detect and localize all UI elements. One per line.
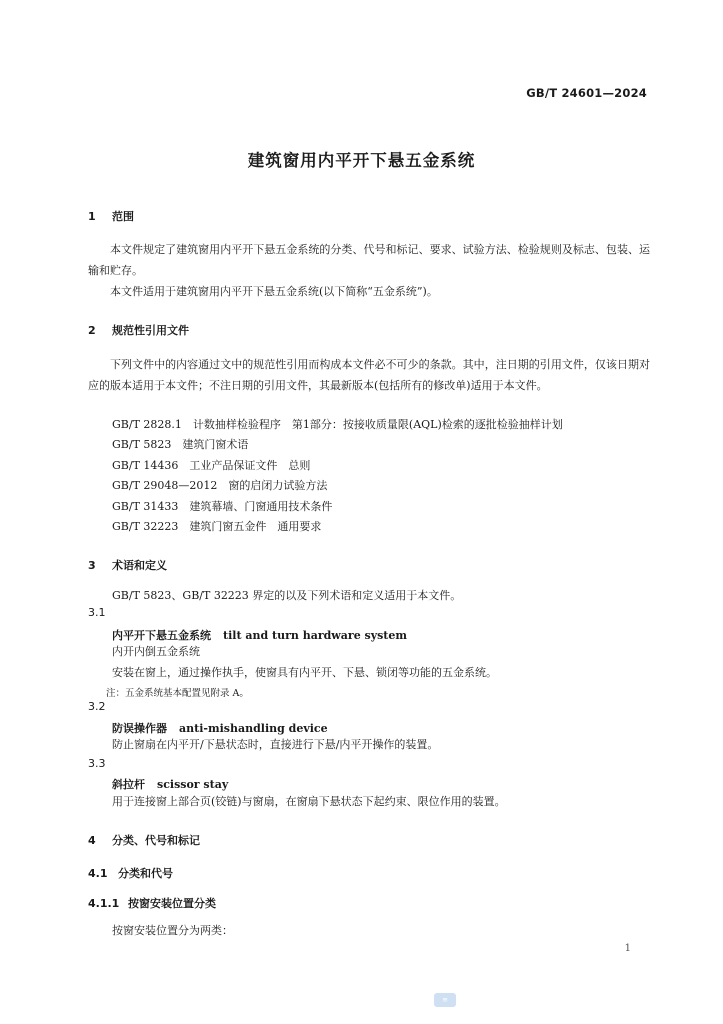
term-name-zh: 斜拉杆 bbox=[112, 778, 145, 791]
reference-item: GB/T 31433 建筑幕墙、门窗通用技术条件 bbox=[112, 500, 333, 513]
watermark-logo-icon: ≋ bbox=[434, 993, 456, 1007]
reference-item: GB/T 29048—2012 窗的启闭力试验方法 bbox=[112, 479, 328, 492]
section-number: 4 bbox=[88, 834, 96, 847]
term-name-en: tilt and turn hardware system bbox=[223, 629, 408, 642]
document-title: 建筑窗用内平开下悬五金系统 bbox=[247, 151, 476, 170]
classification-paragraph: 按窗安装位置分为两类： bbox=[112, 924, 233, 937]
normative-references-paragraph: 下列文件中的内容通过文中的规范性引用而构成本文件必不可少的条款。其中，注日期的引用文件，仅该日期对应的版本适用于本文件；不注日期的引用文件，其最新版本(包括所有的修改单)适用于本文件。 bbox=[88, 358, 650, 392]
reference-item: GB/T 32223 建筑门窗五金件 通用要求 bbox=[112, 520, 322, 533]
term-name-en: scissor stay bbox=[157, 778, 229, 791]
subsection-title: 按窗安装位置分类 bbox=[128, 897, 216, 910]
section-number: 3 bbox=[88, 559, 96, 572]
term-name-zh: 内平开下悬五金系统 bbox=[112, 629, 211, 642]
section-title: 分类、代号和标记 bbox=[112, 834, 200, 847]
term-note: 注：五金系统基本配置见附录 A。 bbox=[106, 688, 249, 699]
term-number: 3.2 bbox=[88, 700, 106, 713]
section-title: 规范性引用文件 bbox=[112, 324, 189, 337]
term-name bbox=[112, 776, 228, 792]
standard-code: GB/T 24601—2024 bbox=[526, 86, 647, 100]
section-4-heading bbox=[88, 832, 200, 848]
term-number: 3.1 bbox=[88, 606, 106, 619]
subsection-4-1-heading bbox=[88, 865, 173, 881]
term-definition: 安装在窗上，通过操作执手，使窗具有内平开、下悬、锁闭等功能的五金系统。 bbox=[112, 666, 497, 679]
page-number: 1 bbox=[624, 943, 631, 954]
section-2-heading bbox=[88, 322, 189, 338]
section-title: 术语和定义 bbox=[112, 559, 167, 572]
reference-item: GB/T 2828.1 计数抽样检验程序 第1部分：按接收质量限(AQL)检索的逐批检验抽样计划 bbox=[112, 418, 563, 431]
section-1-heading bbox=[88, 208, 134, 224]
term-definition: 用于连接窗上部合页(铰链)与窗扇，在窗扇下悬状态下起约束、限位作用的装置。 bbox=[112, 795, 506, 808]
term-name-zh: 防误操作器 bbox=[112, 722, 167, 735]
term-name-en: anti-mishandling device bbox=[179, 722, 328, 735]
subsection-number: 4.1 bbox=[88, 867, 108, 880]
subsection-title: 分类和代号 bbox=[118, 867, 173, 880]
terms-intro-paragraph: GB/T 5823、GB/T 32223 界定的以及下列术语和定义适用于本文件。 bbox=[112, 589, 462, 602]
scope-paragraph-2: 本文件适用于建筑窗用内平开下悬五金系统(以下简称“五金系统”)。 bbox=[110, 285, 438, 298]
reference-item: GB/T 14436 工业产品保证文件 总则 bbox=[112, 459, 311, 472]
term-alternative: 内开内倒五金系统 bbox=[112, 645, 200, 658]
section-number: 1 bbox=[88, 210, 96, 223]
scope-paragraph-1: 本文件规定了建筑窗用内平开下悬五金系统的分类、代号和标记、要求、试验方法、检验规则及标志、包装、运输和贮存。 bbox=[88, 243, 650, 277]
term-definition: 防止窗扇在内平开/下悬状态时，直接进行下悬/内平开操作的装置。 bbox=[112, 738, 439, 751]
reference-item: GB/T 5823 建筑门窗术语 bbox=[112, 438, 249, 451]
section-title: 范围 bbox=[112, 210, 134, 223]
section-3-heading bbox=[88, 557, 167, 573]
section-number: 2 bbox=[88, 324, 96, 337]
subsection-4-1-1-heading bbox=[88, 895, 216, 911]
term-number: 3.3 bbox=[88, 757, 106, 770]
subsection-number: 4.1.1 bbox=[88, 897, 120, 910]
